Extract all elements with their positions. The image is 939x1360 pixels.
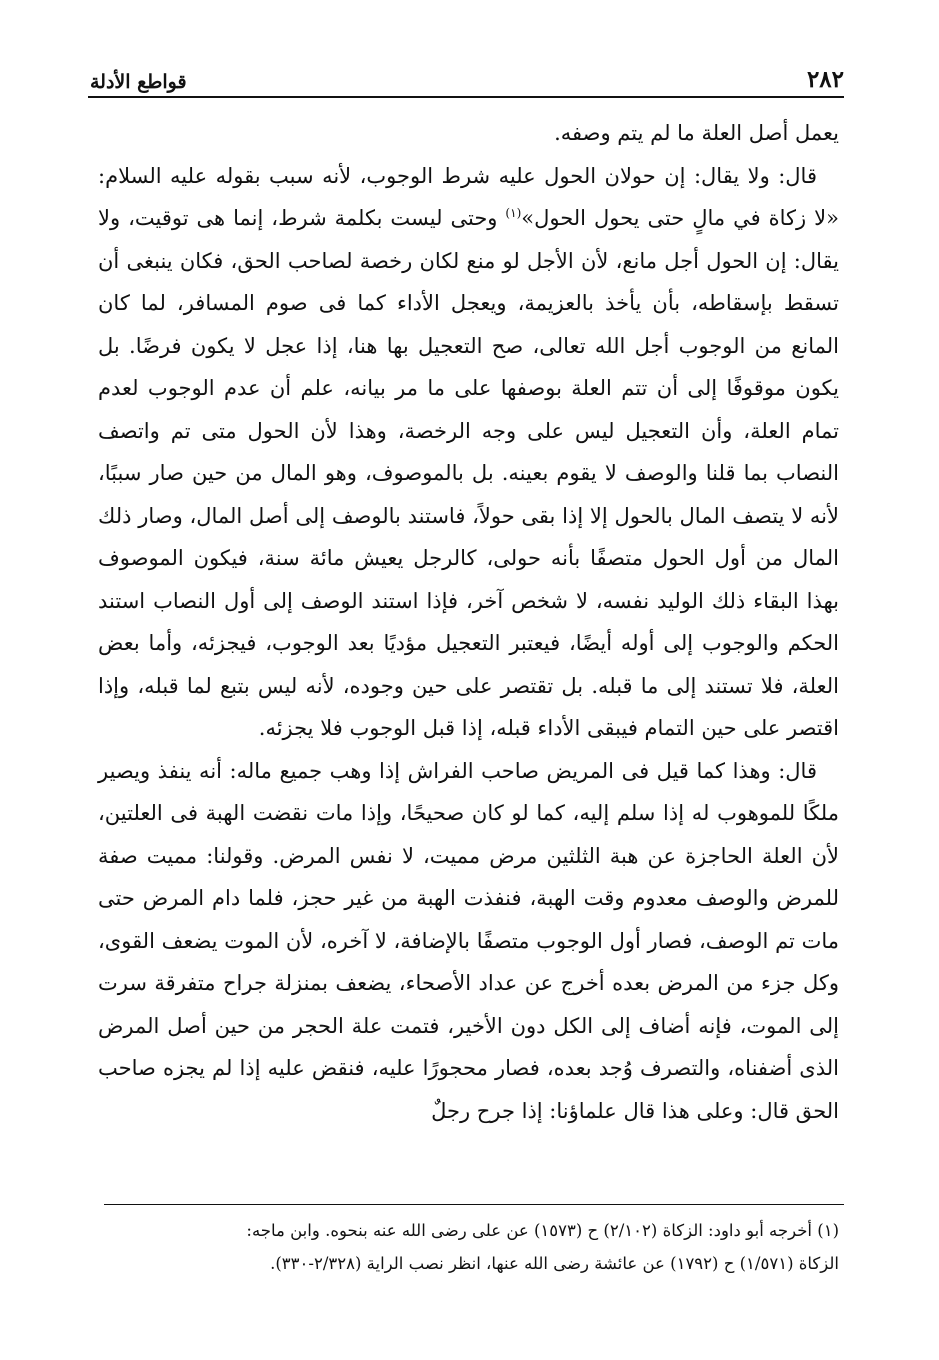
- paragraph-3: قال: وهذا كما قيل فى المريض صاحب الفراش إذا وهب جميع ماله: أنه ينفذ ويصير ملكًا للموهوب له إذا سلم إليه، كما لو كان صحيحًا، وإذا مات نقضت الهبة فى العلتين، لأن العلة الحاجزة عن هبة الثلثين مرض مميت، لا نفس المرض. وقولنا: مميت صفة للمرض والوصف معدوم وقت الهبة، فنفذت الهبة من غير حجز، فلما دام المرض حتى مات تم الوصف، فصار أول الوجوب متصفًا بالإضافة، لا آخره، لأن الموت يضعف القوى، وكل جزء من المرض بعده أخرج عن عداد الأصحاء، يضعف بمنزلة جراح متفرقة سرت إلى الموت، فإنه أضاف إلى الكل دون الأخير، فتمت علة الحجر من حين أصل المرض الذى أضفناه، والتصرف وُجد بعده، فصار محجورًا عليه، فنقض عليه إذا لم يجزه صاحب الحق قال: وعلى هذا قال علماؤنا: إذا جرح رجلٌ: [98, 758, 839, 1123]
- footnotes: [98, 1214, 839, 1280]
- running-header: [90, 55, 844, 93]
- main-text: [98, 112, 839, 1132]
- paragraph-2-part-b: وحتى ليست بكلمة شرط، إنما هى توقيت، ولا يقال: إن الحول أجل مانع، لأن الأجل لو منع لكان رخصة لصاحب الحق، فكان ينبغى أن تسقط بإسقاطه، بأن يأخذ بالعزيمة، ويعجل الأداء كما فى صوم المسافر، لما كان المانع من الوجوب أجل الله تعالى، صح التعجيل بها هنا، إذا عجل لا يكون فرضًا. بل يكون موقوفًا إلى أن تتم العلة بوصفها على ما مر بيانه، علم أن عدم الوجوب لعدم تمام العلة، وأن التعجيل ليس على وجه الرخصة، وهذا لأن الحول متى تم واتصف النصاب بما قلنا والوصف لا يقوم بعينه. بل بالموصوف، وهو المال من حين صار سببًا، لأنه لا يتصف المال بالحول إلا إذا بقى حولاً، فاستند بالوصف إلى أصل المال، وصار ذلك المال من أول الحول متصفًا بأنه حولى، كالرجل يعيش مائة سنة، فيكون الموصوف بهذا البقاء ذلك الوليد نفسه، لا شخص آخر، فإذا استند الوصف إلى أول النصاب استند الحكم والوجوب إلى أوله أيضًا، فيعتبر التعجيل مؤديًا بعد الوجوب، فيجزئه، وأما بعض العلة، فلا تستند إلى ما قبله. بل تقتصر على حين وجوده، لأنه ليس بتبع لما قبله، وإذا اقتصر على حين التمام فيبقى الأداء قبله، إذا قبل الوجوب فلا يجزئه.: [98, 206, 839, 740]
- paragraph-1: يعمل أصل العلة ما لم يتم وصفه.: [554, 121, 839, 145]
- paragraph-2-part-a: قال: ولا يقال: إن حولان الحول عليه شرط الوجوب، لأنه سبب بقوله عليه السلام: «لا زكاة في مالٍ حتى يحول الحول»: [98, 163, 839, 230]
- footnote-line-1: (١) أخرجه أبو داود: الزكاة (٢/١٠٢) ح (١٥٧٣) عن على رضى الله عنه بنحوه. وابن ماجه:: [246, 1221, 839, 1240]
- footnote-divider: [104, 1204, 844, 1205]
- footnote-line-2: الزكاة (١/٥٧١) ح (١٧٩٢) عن عائشة رضى الله عنها، انظر نصب الراية (٢/٣٢٨-٣٣٠).: [270, 1254, 839, 1273]
- header-divider: [88, 96, 844, 98]
- footnote-marker: (١): [505, 206, 522, 220]
- page-number: ٢٨٢: [806, 66, 844, 93]
- running-title: قواطع الأدلة: [90, 71, 187, 93]
- paragraph-2: [98, 155, 839, 750]
